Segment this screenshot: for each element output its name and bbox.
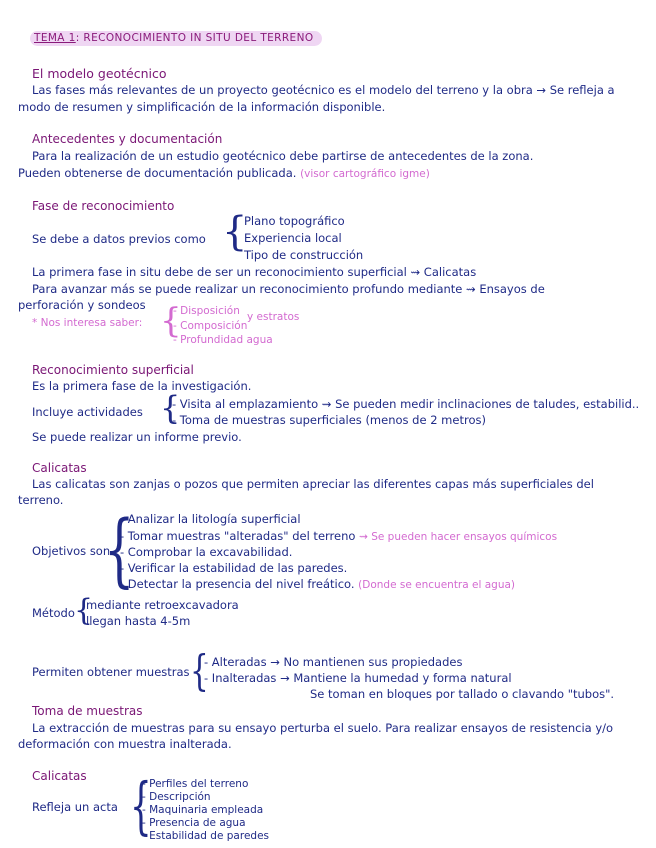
- s5-muestras-1: - Alteradas → No mantienen sus propiedades: [204, 655, 463, 669]
- s5-muestras-brace: {: [190, 646, 209, 695]
- s5-objetivo-2-note: ⇝ Se pueden hacer ensayos químicos: [359, 531, 558, 543]
- s5-line-1: Las calicatas son zanjas o pozos que permiten apreciar las diferentes capas más superficiales del: [32, 477, 594, 491]
- s5-objetivo-4: - Verificar la estabilidad de las paredes.: [120, 561, 348, 575]
- title-prefix: TEMA 1: [34, 32, 76, 44]
- s4-brace: {: [160, 389, 181, 427]
- s5-objetivo-5-note: (Donde se encuentra el agua): [358, 579, 516, 591]
- s7-lead: Refleja un acta: [32, 800, 118, 814]
- s7-item-3: - Maquinaria empleada: [142, 804, 264, 816]
- s5-objetivo-1: - Analizar la litología superficial: [120, 512, 301, 526]
- s7-item-5: - Estabilidad de paredes: [142, 830, 270, 842]
- heading-calicatas-acta: Calicatas: [32, 769, 87, 783]
- s2-line-1: Para la realización de un estudio geotécnico debe partirse de antecedentes de la zona.: [32, 149, 534, 163]
- s5-metodo-brace: {: [74, 593, 94, 628]
- s5-muestras-extra: Se toman en bloques por tallado o clavando "tubos".: [310, 687, 615, 701]
- s3-line-3: perforación y sondeos: [18, 298, 146, 312]
- s5-objetivo-5-text: - Detectar la presencia del nivel freático.: [120, 577, 355, 591]
- s3-line-1: La primera fase in situ debe de ser un reconocimiento superficial ⇝ Calicatas: [32, 265, 477, 279]
- s5-objetivo-2-text: - Tomar muestras "alteradas" del terreno: [120, 529, 356, 543]
- s3-item-1: Plano topográfico: [244, 214, 345, 228]
- s7-item-1: - Perfiles del terreno: [142, 778, 249, 790]
- s7-brace: {: [130, 769, 152, 842]
- s5-objetivo-5: [120, 577, 515, 591]
- s3-note-item-1: - Disposición: [173, 305, 240, 317]
- s3-brace: {: [222, 209, 248, 255]
- s3-note-brace: {: [160, 301, 182, 341]
- s3-note-side: y estratos: [247, 311, 300, 323]
- s3-note-lead: * Nos interesa saber:: [32, 317, 143, 329]
- s2-line-2-text: Pueden obtenerse de documentación publicada.: [18, 166, 297, 180]
- s5-metodo-2: llegan hasta 4-5m: [86, 614, 191, 628]
- page-title: [30, 31, 322, 46]
- s2-line-2: [18, 166, 430, 180]
- s5-muestras-2: - Inalteradas → Mantiene la humedad y forma natural: [204, 671, 512, 685]
- s6-line-2: deformación con muestra inalterada.: [18, 737, 232, 751]
- s7-item-2: - Descripción: [142, 791, 211, 803]
- s4-line-2: Se puede realizar un informe previo.: [32, 430, 242, 444]
- heading-calicatas: Calicatas: [32, 461, 87, 475]
- s3-item-2: Experiencia local: [244, 231, 342, 245]
- heading-reconocimiento-superficial: Reconocimiento superficial: [32, 363, 194, 377]
- s5-metodo-1: mediante retroexcavadora: [86, 598, 239, 612]
- s3-note-item-2: - Composición: [173, 320, 248, 332]
- heading-fase-reconocimiento: Fase de reconocimiento: [32, 199, 175, 213]
- s5-objetivo-2: [120, 529, 557, 543]
- s2-note: (visor cartográfico igme): [300, 168, 430, 180]
- s3-item-3: Tipo de construcción: [244, 248, 364, 262]
- s3-lead: Se debe a datos previos como: [32, 232, 206, 246]
- s3-note-item-3: - Profundidad agua: [173, 334, 273, 346]
- title-rest: : RECONOCIMIENTO IN SITU DEL TERRENO: [75, 32, 314, 44]
- s5-objetivo-3: - Comprobar la excavabilidad.: [120, 545, 293, 559]
- s3-line-2: Para avanzar más se puede realizar un reconocimiento profundo mediante ⇝ Ensayos de: [32, 282, 545, 296]
- heading-antecedentes: Antecedentes y documentación: [32, 132, 223, 146]
- s4-item-1: - Visita al emplazamiento ⇝ Se pueden medir inclinaciones de taludes, estabilid..: [172, 397, 640, 411]
- s4-lead: Incluye actividades: [32, 405, 143, 419]
- s5-metodo-lead: Método: [32, 606, 75, 620]
- s5-line-2: terreno.: [18, 493, 64, 507]
- s1-line-1: Las fases más relevantes de un proyecto geotécnico es el modelo del terreno y la obra → Se refleja a: [32, 83, 615, 97]
- s4-item-2: - Toma de muestras superficiales (menos de 2 metros): [172, 413, 486, 427]
- heading-modelo-geotecnico: El modelo geotécnico: [32, 66, 167, 81]
- s6-line-1: La extracción de muestras para su ensayo perturba el suelo. Para realizar ensayos de resistencia y/o: [32, 721, 614, 735]
- s5-objetivos-lead: Objetivos son: [32, 544, 111, 558]
- s4-line-1: Es la primera fase de la investigación.: [32, 379, 252, 393]
- heading-toma-muestras: Toma de muestras: [32, 704, 143, 718]
- s5-muestras-lead: Permiten obtener muestras: [32, 665, 190, 679]
- s5-objetivos-brace: {: [104, 503, 135, 596]
- s7-item-4: - Presencia de agua: [142, 817, 246, 829]
- s1-line-2: modo de resumen y simplificación de la información disponible.: [18, 100, 386, 114]
